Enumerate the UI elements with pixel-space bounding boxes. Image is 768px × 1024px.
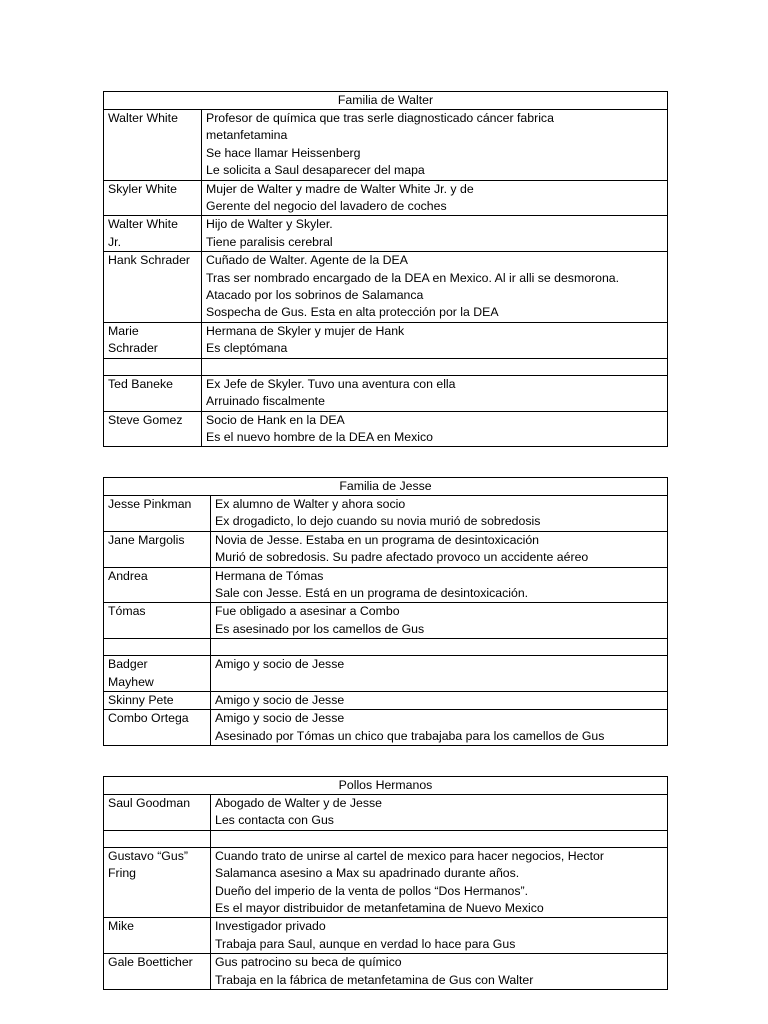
walter-family-table [103, 91, 668, 447]
character-name: Ted Baneke [104, 375, 202, 411]
character-description: Hermana de Skyler y mujer de Hank Es cleptómana [202, 322, 668, 358]
character-description: Socio de Hank en la DEA Es el nuevo hombre de la DEA en Mexico [202, 411, 668, 447]
table-row [104, 710, 668, 746]
table-row [104, 180, 668, 216]
empty-cell [104, 639, 211, 656]
character-description: Amigo y socio de Jesse [211, 656, 668, 692]
character-description: Novia de Jesse. Estaba en un programa de desintoxicación Murió de sobredosis. Su padre afectado provoco un accidente aéreo [211, 531, 668, 567]
character-name: Steve Gomez [104, 411, 202, 447]
empty-cell [104, 830, 211, 847]
character-description: Gus patrocino su beca de químico Trabaja en la fábrica de metanfetamina de Gus con Walter [211, 954, 668, 990]
character-name: Jane Margolis [104, 531, 211, 567]
character-name: Mike [104, 918, 211, 954]
table-title: Familia de Walter [104, 92, 668, 110]
character-name: Gustavo “Gus” Fring [104, 847, 211, 918]
table-row [104, 795, 668, 831]
table-row [104, 847, 668, 918]
table-row [104, 954, 668, 990]
table-row [104, 496, 668, 532]
table-title: Familia de Jesse [104, 478, 668, 496]
character-description: Hijo de Walter y Skyler. Tiene paralisis cerebral [202, 216, 668, 252]
table-row [104, 918, 668, 954]
empty-row [104, 358, 668, 375]
character-name: Marie Schrader [104, 322, 202, 358]
character-name: Walter White [104, 110, 202, 181]
character-description: Ex alumno de Walter y ahora socio Ex drogadicto, lo dejo cuando su novia murió de sobredosis [211, 496, 668, 532]
character-name: Hank Schrader [104, 252, 202, 323]
character-description: Amigo y socio de Jesse [211, 692, 668, 710]
character-name: Saul Goodman [104, 795, 211, 831]
character-name: Combo Ortega [104, 710, 211, 746]
character-name: Jesse Pinkman [104, 496, 211, 532]
empty-cell [202, 358, 668, 375]
character-description: Mujer de Walter y madre de Walter White Jr. y de Gerente del negocio del lavadero de coches [202, 180, 668, 216]
table-row [104, 603, 668, 639]
pollos-hermanos-table [103, 776, 668, 990]
character-name: Skinny Pete [104, 692, 211, 710]
jesse-family-table [103, 477, 668, 746]
table-title: Pollos Hermanos [104, 777, 668, 795]
character-description: Abogado de Walter y de Jesse Les contacta con Gus [211, 795, 668, 831]
character-name: Walter White Jr. [104, 216, 202, 252]
table-row [104, 531, 668, 567]
character-description: Investigador privado Trabaja para Saul, aunque en verdad lo hace para Gus [211, 918, 668, 954]
empty-row [104, 830, 668, 847]
empty-cell [211, 830, 668, 847]
table-row [104, 252, 668, 323]
table-row [104, 322, 668, 358]
character-name: Gale Boetticher [104, 954, 211, 990]
character-description: Hermana de Tómas Sale con Jesse. Está en un programa de desintoxicación. [211, 567, 668, 603]
table-row [104, 656, 668, 692]
character-name: Tómas [104, 603, 211, 639]
character-description: Cuñado de Walter. Agente de la DEA Tras ser nombrado encargado de la DEA en Mexico. Al ir alli se desmorona. Atacado por los sobrinos de Salamanca Sospecha de Gus. Esta en alta protección por la DEA [202, 252, 668, 323]
character-description: Ex Jefe de Skyler. Tuvo una aventura con ella Arruinado fiscalmente [202, 375, 668, 411]
table-row [104, 411, 668, 447]
character-name: Andrea [104, 567, 211, 603]
character-description: Profesor de química que tras serle diagnosticado cáncer fabrica metanfetamina Se hace llamar Heissenberg Le solicita a Saul desaparecer del mapa [202, 110, 668, 181]
character-description: Amigo y socio de Jesse Asesinado por Tómas un chico que trabajaba para los camellos de Gus [211, 710, 668, 746]
table-row [104, 567, 668, 603]
character-description: Cuando trato de unirse al cartel de mexico para hacer negocios, Hector Salamanca asesino a Max su apadrinado durante años. Dueño del imperio de la venta de pollos “Dos Hermanos”. Es el mayor distribuidor de metanfetamina de Nuevo Mexico [211, 847, 668, 918]
empty-row [104, 639, 668, 656]
empty-cell [104, 358, 202, 375]
character-description: Fue obligado a asesinar a Combo Es asesinado por los camellos de Gus [211, 603, 668, 639]
table-row [104, 110, 668, 181]
table-row [104, 375, 668, 411]
table-row [104, 216, 668, 252]
empty-cell [211, 639, 668, 656]
character-name: Badger Mayhew [104, 656, 211, 692]
character-name: Skyler White [104, 180, 202, 216]
table-row [104, 692, 668, 710]
